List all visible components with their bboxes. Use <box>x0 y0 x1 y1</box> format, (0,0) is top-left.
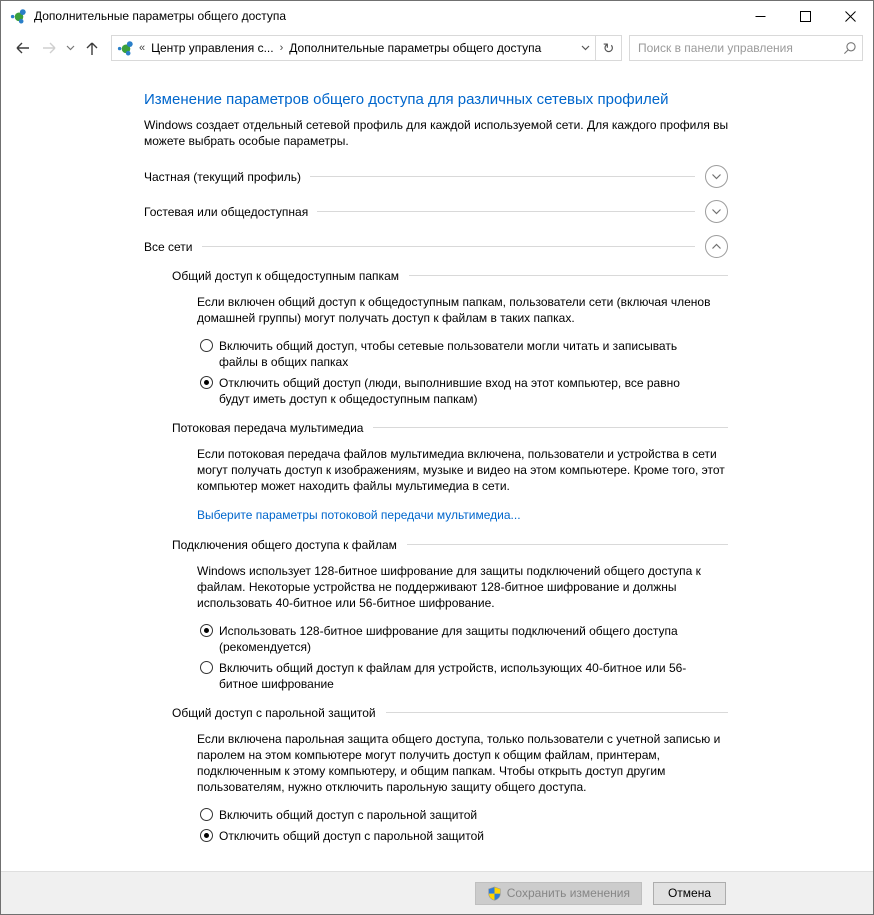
title-bar <box>1 1 873 31</box>
save-changes-label: Сохранить изменения <box>506 886 630 900</box>
radio-button[interactable] <box>200 339 213 352</box>
radio-group-password-protected-sharing <box>200 807 728 844</box>
section-description: Windows использует 128-битное шифрование для защиты подключений общего доступа к файлам. Некоторые устройства не поддерживают 128-битное шифрование и должны использовать 40-битное или 56-битное шифрование. <box>197 564 701 610</box>
radio-label: Включить общий доступ к файлам для устройств, использующих 40-битное или 56-битное шифрование <box>219 661 687 691</box>
divider <box>407 544 728 545</box>
breadcrumb <box>112 40 575 56</box>
main-content <box>1 65 873 871</box>
profile-label: Гостевая или общедоступная <box>144 204 309 219</box>
collapse-chevron-up-icon[interactable] <box>705 235 728 258</box>
radio-option-disable-password-sharing[interactable] <box>200 828 728 844</box>
search-box[interactable] <box>629 35 863 61</box>
radio-button[interactable] <box>200 661 213 674</box>
radio-button[interactable] <box>200 829 213 842</box>
intro-text: Windows создает отдельный сетевой профиль для каждой используемой сети. Для каждого профиля вы можете выбрать особые параметры. <box>144 118 729 148</box>
radio-option-disable-public-sharing[interactable] <box>200 375 728 407</box>
breadcrumb-overflow-chevrons-icon[interactable]: « <box>139 42 146 54</box>
section-title: Общий доступ к общедоступным папкам <box>172 268 399 283</box>
divider <box>409 275 728 276</box>
address-dropdown-chevron-icon[interactable] <box>575 36 595 60</box>
radio-label: Отключить общий доступ (люди, выполнившие вход на этот компьютер, все равно будут иметь доступ к общедоступным папкам) <box>219 376 680 406</box>
up-button[interactable] <box>78 35 105 61</box>
maximize-button[interactable] <box>783 1 828 31</box>
section-description: Если включен общий доступ к общедоступным папкам, пользователи сети (включая членов домашней группы) могут получать доступ к файлам в таких папках. <box>197 295 711 325</box>
section-password-protected-sharing <box>172 705 728 844</box>
section-description: Если включена парольная защита общего доступа, только пользователи с учетной записью и паролем на этом компьютере могут получить доступ к общим файлам, принтерам, подключенным к этому компьютеру, и общим папкам. Чтобы открыть доступ другим пользователям, нужно отключить парольную защиту общего доступа. <box>197 732 721 794</box>
recent-pages-chevron-icon[interactable] <box>63 35 78 61</box>
profile-section-all-networks[interactable] <box>144 235 728 258</box>
divider <box>317 211 695 212</box>
uac-shield-icon <box>487 886 502 901</box>
breadcrumb-current[interactable]: Дополнительные параметры общего доступа <box>289 41 542 55</box>
divider <box>310 176 695 177</box>
profile-section-private[interactable] <box>144 165 728 188</box>
search-icon[interactable] <box>836 41 862 56</box>
expand-chevron-down-icon[interactable] <box>705 200 728 223</box>
window-title: Дополнительные параметры общего доступа <box>34 9 287 23</box>
profile-label: Все сети <box>144 239 193 254</box>
radio-option-enable-public-sharing[interactable] <box>200 338 728 370</box>
section-file-sharing-connections <box>172 537 728 692</box>
refresh-icon[interactable]: ↻ <box>596 36 621 60</box>
address-bar[interactable] <box>111 35 622 61</box>
save-changes-button <box>475 882 642 905</box>
divider <box>202 246 696 247</box>
breadcrumb-location-icon <box>117 40 133 56</box>
section-title: Потоковая передача мультимедиа <box>172 420 364 435</box>
section-header <box>172 420 728 435</box>
radio-label: Использовать 128-битное шифрование для защиты подключений общего доступа (рекомендуется) <box>219 624 678 654</box>
breadcrumb-parent[interactable]: Центр управления с... <box>151 41 274 55</box>
radio-label: Включить общий доступ, чтобы сетевые пользователи могли читать и записывать файлы в общих папках <box>219 339 678 369</box>
radio-label: Включить общий доступ с парольной защитой <box>219 808 478 822</box>
section-title: Общий доступ с парольной защитой <box>172 705 376 720</box>
back-button[interactable] <box>9 35 36 61</box>
cancel-button[interactable]: Отмена <box>653 882 726 905</box>
section-header <box>172 537 728 552</box>
navigation-bar <box>1 31 873 65</box>
window-controls <box>738 1 873 31</box>
radio-label: Отключить общий доступ с парольной защитой <box>219 829 484 843</box>
search-input[interactable] <box>630 41 836 55</box>
section-public-folder-sharing <box>172 268 728 407</box>
expand-chevron-down-icon[interactable] <box>705 165 728 188</box>
radio-button[interactable] <box>200 808 213 821</box>
profile-section-guest-public[interactable] <box>144 200 728 223</box>
network-sharing-icon <box>10 8 26 24</box>
radio-option-128bit-encryption[interactable] <box>200 623 728 655</box>
divider <box>386 712 728 713</box>
radio-button[interactable] <box>200 376 213 389</box>
all-networks-panel <box>172 268 728 844</box>
media-streaming-options-link[interactable]: Выберите параметры потоковой передачи мультимедиа... <box>197 508 521 522</box>
radio-button[interactable] <box>200 624 213 637</box>
minimize-button[interactable] <box>738 1 783 31</box>
page-title: Изменение параметров общего доступа для различных сетевых профилей <box>144 91 669 108</box>
footer-bar <box>1 871 873 914</box>
close-button[interactable] <box>828 1 873 31</box>
section-media-streaming <box>172 420 728 524</box>
radio-group-file-sharing-encryption <box>200 623 728 692</box>
section-header <box>172 268 728 283</box>
forward-button <box>36 35 63 61</box>
radio-option-enable-password-sharing[interactable] <box>200 807 728 823</box>
radio-option-40-56bit-encryption[interactable] <box>200 660 728 692</box>
section-description: Если потоковая передача файлов мультимедиа включена, пользователи и устройства в сети могут получать доступ к изображениям, музыке и видео на этом компьютере. Кроме того, этот компьютер может находить файлы мультимедиа в сети. <box>197 447 725 493</box>
profile-label: Частная (текущий профиль) <box>144 169 302 184</box>
section-title: Подключения общего доступа к файлам <box>172 537 397 552</box>
divider <box>373 427 728 428</box>
breadcrumb-separator-icon[interactable]: › <box>279 42 284 54</box>
radio-group-public-folder-sharing <box>200 338 728 407</box>
section-header <box>172 705 728 720</box>
